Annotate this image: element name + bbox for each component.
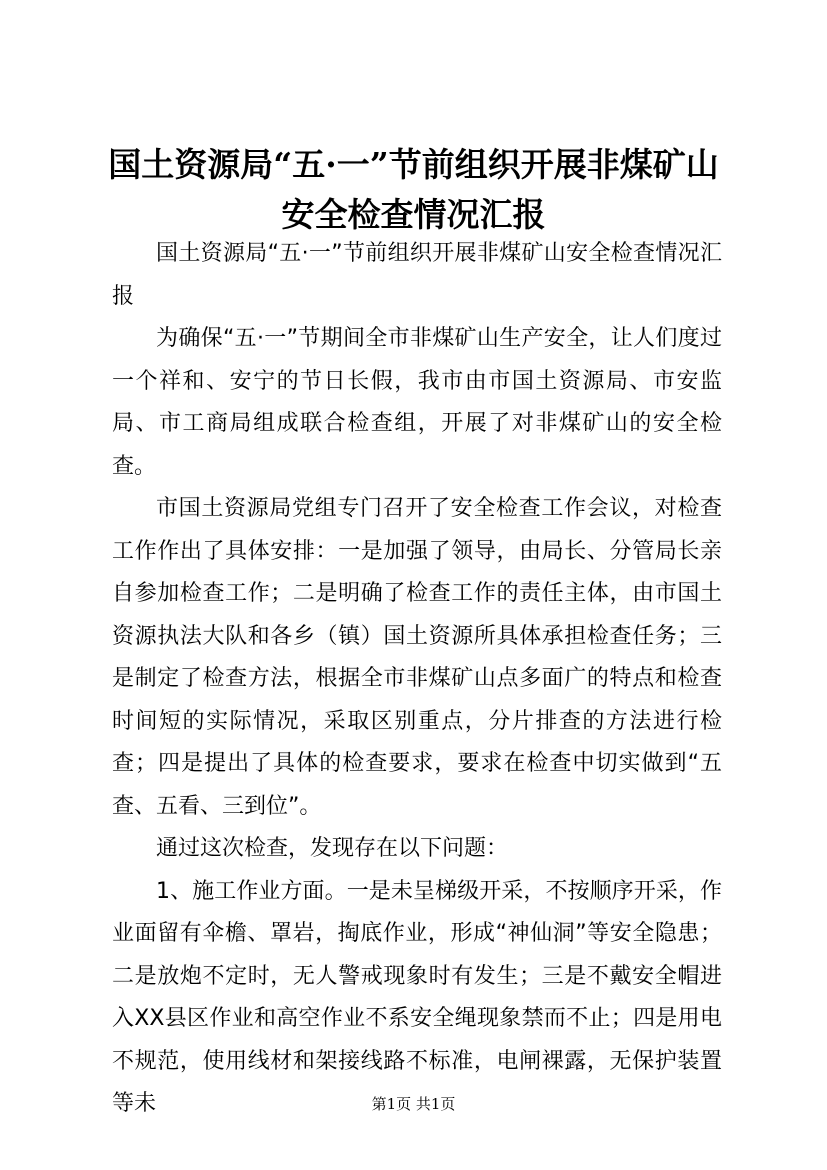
- document-body: [112, 233, 722, 1126]
- title-line-1: 国土资源局“五·一”节前组织开展非煤矿山: [108, 145, 719, 184]
- document-title: [90, 140, 737, 240]
- paragraph-5: 1、施工作业方面。一是未呈梯级开采，不按顺序开采，作业面留有伞檐、罩岩，掏底作业，形成“神仙洞”等安全隐患；二是放炮不定时，无人警戒现象时有发生；三是不戴安全帽进入XX县区作业和高空作业不系安全绳现象禁而不止；四是用电不规范，使用线材和架接线路不标准，电闸裸露，无保护装置等未: [112, 878, 722, 1116]
- paragraph-4: 通过这次检查，发现存在以下问题：: [156, 836, 509, 861]
- paragraph-1: 国土资源局“五·一”节前组织开展非煤矿山安全检查情况汇报: [112, 241, 722, 309]
- paragraph-3: 市国土资源局党组专门召开了安全检查工作会议，对检查工作作出了具体安排：一是加强了领导，由局长、分管局长亲自参加检查工作；二是明确了检查工作的责任主体，由市国土资源执法大队和各乡（镇）国土资源所具体承担检查任务；三是制定了检查方法，根据全市非煤矿山点多面广的特点和检查时间短的实际情况，采取区别重点，分片排查的方法进行检查；四是提出了具体的检查要求，要求在检查中切实做到“五查、五看、三到位”。: [112, 496, 722, 819]
- paragraph-2: 为确保“五·一”节期间全市非煤矿山生产安全，让人们度过一个祥和、安宁的节日长假，我市由市国土资源局、市安监局、市工商局组成联合检查组，开展了对非煤矿山的安全检查。: [112, 326, 722, 479]
- page-footer: 第1页 共1页: [371, 1095, 456, 1113]
- title-line-2: 安全检查情况汇报: [281, 195, 546, 234]
